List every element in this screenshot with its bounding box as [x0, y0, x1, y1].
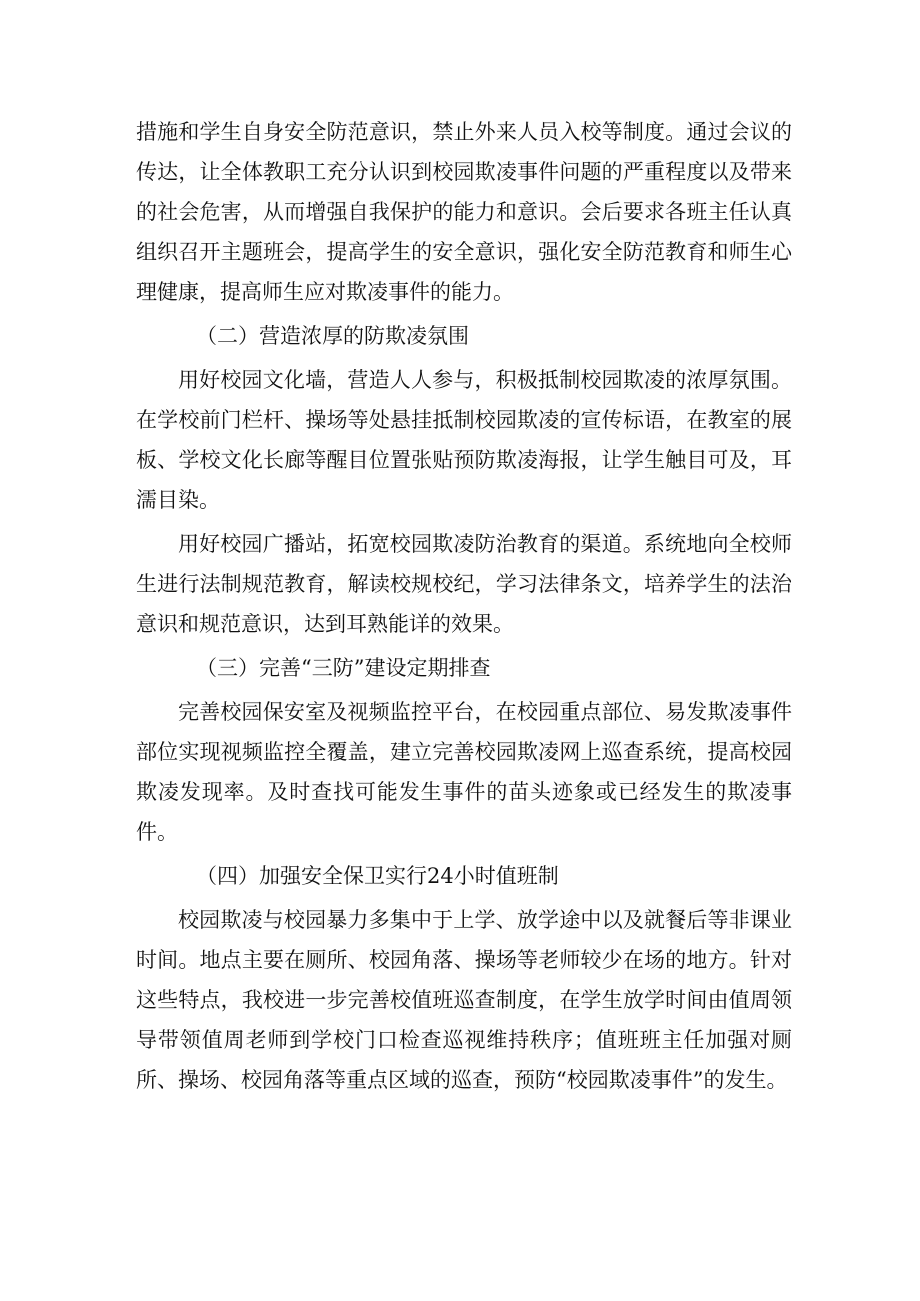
paragraph-culture-wall: 用好校园文化墙，营造人人参与，积极抵制校园欺凌的浓厚氛围。在学校前门栏杆、操场等处悬挂抵制校园欺凌的宣传标语，在教室的展板、学校文化长廊等醒目位置张贴预防欺凌海报，让学生触目可及，耳濡目染。: [136, 368, 792, 512]
paragraph-video-monitoring: 完善校园保安室及视频监控平台，在校园重点部位、易发欺凌事件部位实现视频监控全覆盖，建立完善校园欺凌网上巡查系统，提高校园欺凌发现率。及时查找可能发生事件的苗头迹象或已经发生的欺凌事件。: [136, 700, 792, 844]
paragraph-continued: 措施和学生自身安全防范意识，禁止外来人员入校等制度。通过会议的传达，让全体教职工充分认识到校园欺凌事件问题的严重程度以及带来的社会危害，从而增强自我保护的能力和意识。会后要求各班主任认真组织召开主题班会，提高学生的安全意识，强化安全防范教育和师生心理健康，提高师生应对欺凌事件的能力。: [136, 120, 792, 304]
section-heading-4: （四）加强安全保卫实行24小时值班制: [196, 864, 559, 888]
paragraph-duty-system: 校园欺凌与校园暴力多集中于上学、放学途中以及就餐后等非课业时间。地点主要在厕所、校园角落、操场等老师较少在场的地方。针对这些特点，我校进一步完善校值班巡查制度，在学生放学时间由值周领导带领值周老师到学校门口检查巡视维持秩序；值班班主任加强对厕所、操场、校园角落等重点区域的巡查，预防“校园欺凌事件”的发生。: [136, 908, 792, 1092]
paragraph-broadcast-station: 用好校园广播站，拓宽校园欺凌防治教育的渠道。系统地向全校师生进行法制规范教育，解读校规校纪，学习法律条文，培养学生的法治意识和规范意识，达到耳熟能详的效果。: [136, 532, 792, 636]
document-body: [136, 112, 792, 1100]
section-heading-3: （三）完善“三防”建设定期排查: [196, 656, 491, 680]
section-heading-2: （二）营造浓厚的防欺凌氛围: [196, 324, 469, 348]
